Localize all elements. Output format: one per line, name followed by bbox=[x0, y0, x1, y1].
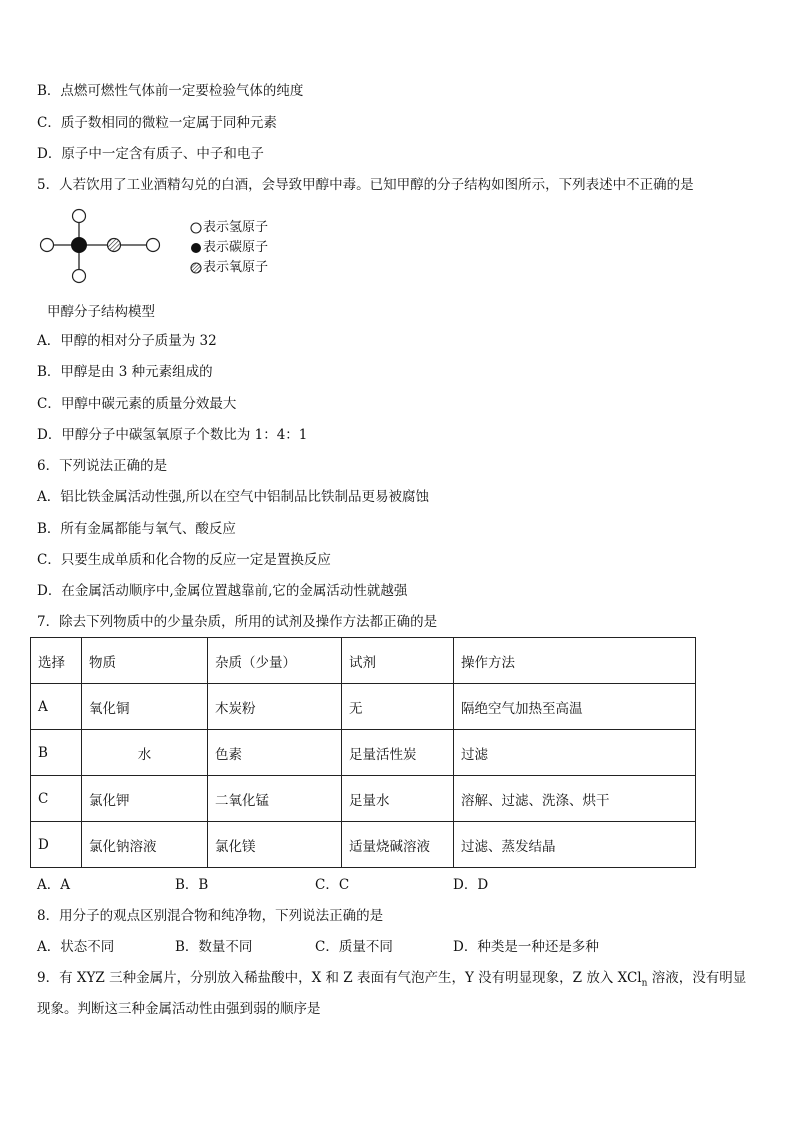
table-cell: 二氧化锰 bbox=[208, 776, 342, 822]
q5-stem: 5．人若饮用了工业酒精勾兑的白酒，会导致甲醇中毒。已知甲醇的分子结构如图所示，下列表述中不正确的是 bbox=[37, 177, 694, 193]
table-cell: D bbox=[31, 822, 82, 868]
legend-oxygen bbox=[190, 258, 268, 278]
q9-stem-line2: 现象。判断这三种金属活动性由强到弱的顺序是 bbox=[37, 1001, 321, 1017]
oxygen-legend-icon bbox=[190, 262, 202, 274]
table-cell: C bbox=[31, 776, 82, 822]
table-cell: 无 bbox=[342, 684, 454, 730]
table-cell: 适量烧碱溶液 bbox=[342, 822, 454, 868]
q6-option-c: C．只要生成单质和化合物的反应一定是置换反应 bbox=[37, 552, 331, 568]
legend-hydrogen-label: 表示氢原子 bbox=[203, 220, 269, 235]
q8-answer-a: A．状态不同 bbox=[37, 939, 115, 955]
q8-answer-choices bbox=[37, 937, 757, 957]
q6-stem: 6．下列说法正确的是 bbox=[37, 458, 168, 474]
legend-carbon bbox=[190, 238, 268, 258]
header-substance: 物质 bbox=[82, 638, 208, 684]
legend-oxygen-label: 表示氧原子 bbox=[203, 260, 269, 275]
q7-answer-a: A．A bbox=[37, 877, 70, 893]
q6-option-d: D．在金属活动顺序中,金属位置越靠前,它的金属活动性就越强 bbox=[37, 583, 408, 599]
table-cell: 氯化镁 bbox=[208, 822, 342, 868]
table-cell: B bbox=[31, 730, 82, 776]
header-reagent: 试剂 bbox=[342, 638, 454, 684]
table-cell: 氯化钠溶液 bbox=[82, 822, 208, 868]
q7-answer-d: D．D bbox=[453, 877, 489, 893]
table-cell: 足量水 bbox=[342, 776, 454, 822]
q4-option-d: D．原子中一定含有质子、中子和电子 bbox=[37, 146, 264, 162]
hydrogen-atom-left bbox=[41, 239, 54, 252]
q7-answer-b: B．B bbox=[175, 877, 209, 893]
table-row bbox=[31, 684, 696, 730]
q9-stem-part2: 溶液，没有明显 bbox=[647, 970, 747, 986]
q5-option-c: C．甲醇中碳元素的质量分效最大 bbox=[37, 396, 237, 412]
table-cell: 溶解、过滤、洗涤、烘干 bbox=[454, 776, 696, 822]
diagram-caption: 甲醇分子结构模型 bbox=[47, 304, 155, 320]
q5-option-a: A．甲醇的相对分子质量为 32 bbox=[37, 333, 217, 349]
hydrogen-atom-right bbox=[147, 239, 160, 252]
table-row bbox=[31, 730, 696, 776]
oxygen-atom bbox=[108, 239, 121, 252]
q9-stem-line1 bbox=[37, 968, 746, 994]
molecule-legend bbox=[190, 218, 268, 278]
q7-answer-c: C．C bbox=[315, 877, 350, 893]
table-cell: 氯化钾 bbox=[82, 776, 208, 822]
table-row bbox=[31, 822, 696, 868]
hydrogen-legend-icon bbox=[190, 222, 202, 234]
table-cell: 过滤 bbox=[454, 730, 696, 776]
hydrogen-atom-top bbox=[73, 210, 86, 223]
q9-subscript: n bbox=[641, 978, 648, 989]
table-row bbox=[31, 776, 696, 822]
q7-options-table bbox=[30, 637, 696, 868]
q6-option-b: B．所有金属都能与氧气、酸反应 bbox=[37, 521, 236, 537]
q6-option-a: A．铝比铁金属活动性强,所以在空气中铝制品比铁制品更易被腐蚀 bbox=[37, 489, 430, 505]
table-header-row bbox=[31, 638, 696, 684]
table-cell: 过滤、蒸发结晶 bbox=[454, 822, 696, 868]
header-impurity: 杂质（少量） bbox=[208, 638, 342, 684]
header-choice: 选择 bbox=[31, 638, 82, 684]
table-cell: 氧化铜 bbox=[82, 684, 208, 730]
q8-answer-c: C．质量不同 bbox=[315, 939, 393, 955]
q8-answer-b: B．数量不同 bbox=[175, 939, 253, 955]
q8-stem: 8．用分子的观点区别混合物和纯净物，下列说法正确的是 bbox=[37, 908, 384, 924]
table-cell: 色素 bbox=[208, 730, 342, 776]
q5-option-d: D．甲醇分子中碳氢氧原子个数比为 1：4：1 bbox=[37, 427, 308, 443]
table-cell: A bbox=[31, 684, 82, 730]
q7-answer-choices bbox=[37, 875, 757, 895]
carbon-atom bbox=[72, 238, 87, 253]
table-cell: 木炭粉 bbox=[208, 684, 342, 730]
header-method: 操作方法 bbox=[454, 638, 696, 684]
q4-option-b: B．点燃可燃性气体前一定要检验气体的纯度 bbox=[37, 83, 304, 99]
q8-answer-d: D．种类是一种还是多种 bbox=[453, 939, 599, 955]
q7-stem: 7．除去下列物质中的少量杂质，所用的试剂及操作方法都正确的是 bbox=[37, 614, 438, 630]
table-cell: 足量活性炭 bbox=[342, 730, 454, 776]
legend-hydrogen bbox=[190, 218, 268, 238]
table-cell: 水 bbox=[82, 730, 208, 776]
table-cell: 隔绝空气加热至高温 bbox=[454, 684, 696, 730]
q4-option-c: C．质子数相同的微粒一定属于同种元素 bbox=[37, 115, 277, 131]
q5-option-b: B．甲醇是由 3 种元素组成的 bbox=[37, 364, 213, 380]
carbon-legend-icon bbox=[190, 242, 202, 254]
hydrogen-atom-bottom bbox=[73, 270, 86, 283]
legend-carbon-label: 表示碳原子 bbox=[203, 240, 269, 255]
q9-stem-part1: 9．有 XYZ 三种金属片，分别放入稀盐酸中，X 和 Z 表面有气泡产生，Y 没有明显现象，Z 放入 XCl bbox=[37, 970, 642, 986]
